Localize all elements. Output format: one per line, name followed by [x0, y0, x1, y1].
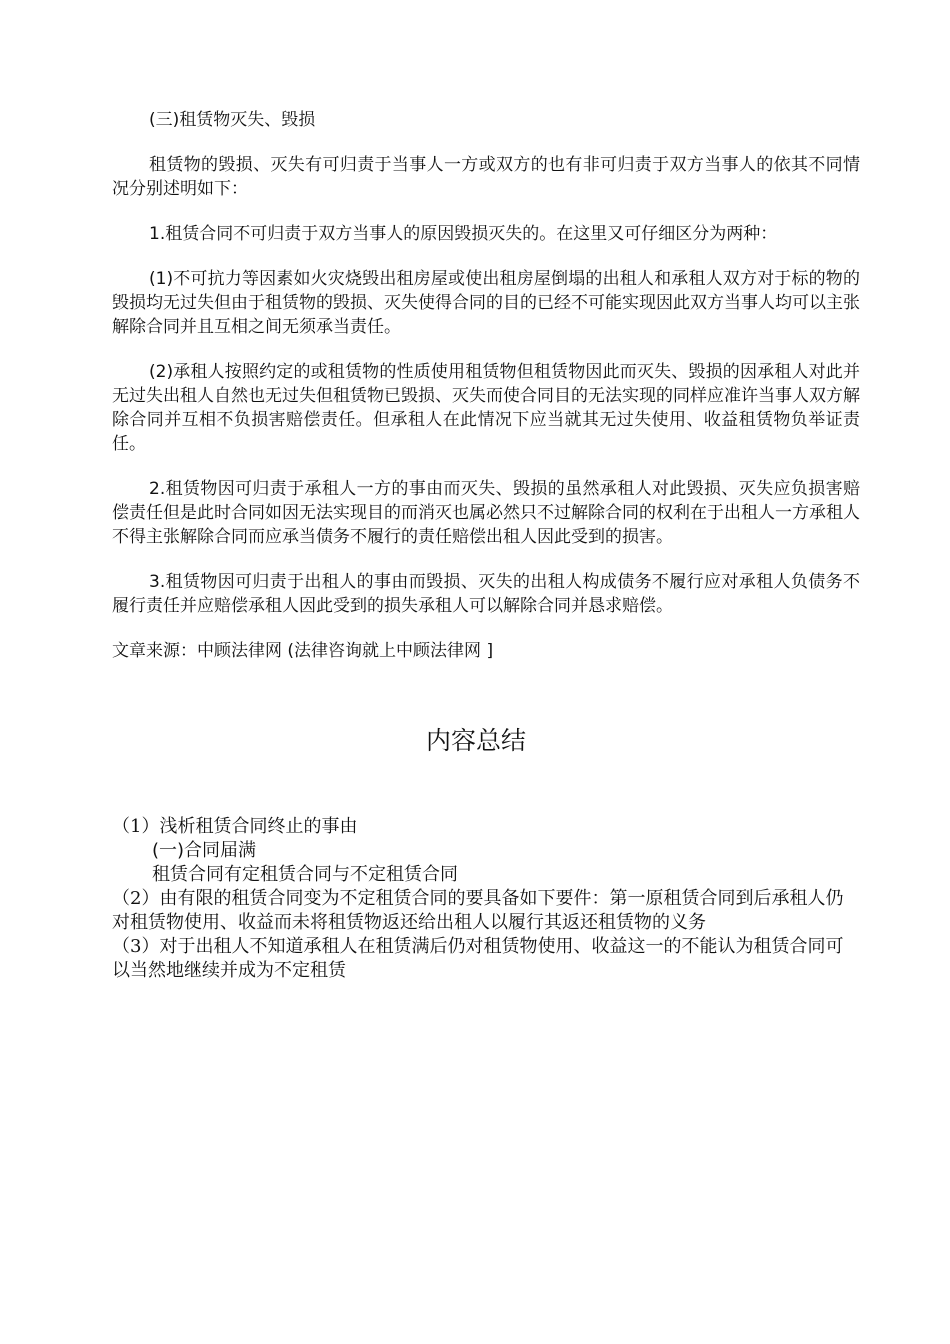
summary-item-2-number: （2） [112, 888, 160, 909]
summary-item-2 [112, 887, 860, 935]
summary-item-3-number: （3） [112, 936, 160, 957]
article-source: 文章来源：中顾法律网 (法律咨询就上中顾法律网 ] [112, 641, 494, 661]
summary-item-1-number: （1） [112, 816, 160, 837]
summary-item-2-text: 由有限的租赁合同变为不定租赁合同的要具备如下要件：第一原租赁合同到后承租人仍对租赁物使用、收益而未将租赁物返还给出租人以履行其返还租赁物的义务 [112, 888, 844, 933]
paragraph-case-2: 2.租赁物因可归责于承租人一方的事由而灭失、毁损的虽然承租人对此毁损、灭失应负损害赔偿责任但是此时合同如因无法实现目的而消灭也属必然只不过解除合同的权利在于出租人一方承租人不得主张解除合同而应承当债务不履行的责任赔偿出租人因此受到的损害。 [112, 479, 860, 547]
summary-item-3-text: 对于出租人不知道承租人在租赁满后仍对租赁物使用、收益这一的不能认为租赁合同可以当然地继续并成为不定租赁 [112, 936, 844, 981]
section-heading: (三)租赁物灭失、毁损 [149, 110, 316, 130]
summary-item-1 [112, 815, 860, 839]
paragraph-case-1: 1.租赁合同不可归责于双方当事人的原因毁损灭失的。在这里又可仔细区分为两种： [149, 224, 778, 244]
summary-item-1-text: 浅析租赁合同终止的事由 [159, 816, 358, 837]
summary-item-1-sub-2: 租赁合同有定租赁合同与不定租赁合同 [152, 864, 458, 885]
paragraph-case-1-2: (2)承租人按照约定的或租赁物的性质使用租赁物但租赁物因此而灭失、毁损的因承租人对此并无过失出租人自然也无过失但租赁物已毁损、灭失而使合同目的无法实现的同样应准许当事人双方解除合同并互相不负损害赔偿责任。但承租人在此情况下应当就其无过失使用、收益租赁物负举证责任。 [112, 362, 860, 454]
summary-section [112, 815, 860, 983]
summary-item-1-sub-1: (一)合同届满 [152, 840, 257, 861]
paragraph-case-1-1: (1)不可抗力等因素如火灾烧毁出租房屋或使出租房屋倒塌的出租人和承租人双方对于标的物的毁损均无过失但由于租赁物的毁损、灭失使得合同的目的已经不可能实现因此双方当事人均可以主张解除合同并且互相之间无须承当责任。 [112, 269, 860, 337]
paragraph-intro: 租赁物的毁损、灭失有可归责于当事人一方或双方的也有非可归责于双方当事人的依其不同情况分别述明如下： [112, 155, 860, 199]
summary-item-3 [112, 935, 860, 983]
summary-title: 内容总结 [425, 726, 526, 755]
document-page [112, 108, 860, 981]
paragraph-case-3: 3.租赁物因可归责于出租人的事由而毁损、灭失的出租人构成债务不履行应对承租人负债务不履行责任并应赔偿承租人因此受到的损失承租人可以解除合同并恳求赔偿。 [112, 572, 860, 616]
